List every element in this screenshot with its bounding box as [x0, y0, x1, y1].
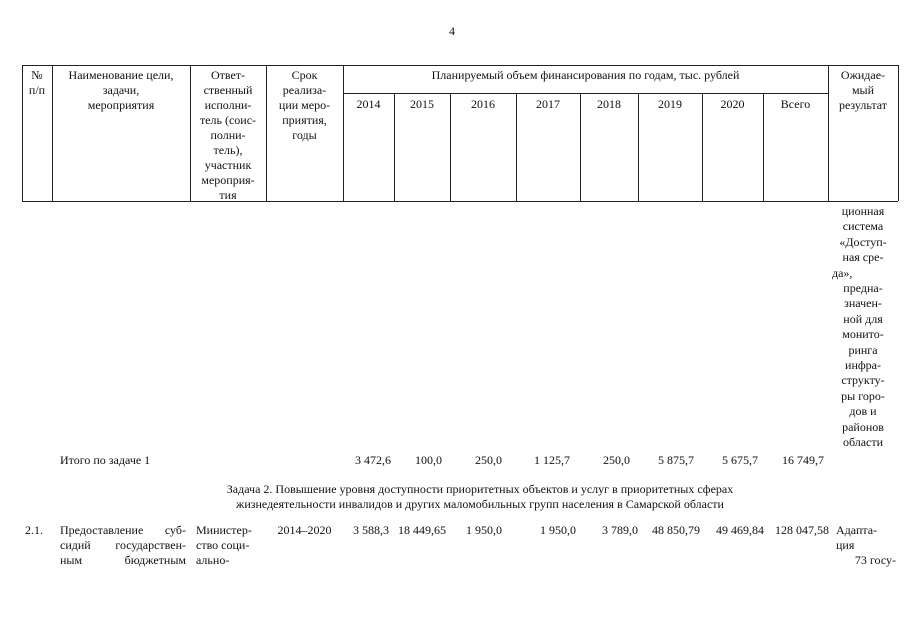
header-year: 2017 [536, 97, 560, 111]
total-task-1-label: Итого по задаче 1 [60, 453, 151, 467]
total-value-all: 16 749,7 [782, 453, 824, 467]
row-value-total: 128 047,58 [775, 523, 829, 537]
row-value: 48 850,79 [652, 523, 700, 537]
row-term: 2014–2020 [277, 523, 332, 537]
header-total: Всего [780, 97, 811, 111]
row-value: 3 588,3 [353, 523, 389, 537]
row-result: Адапта- ция 73 госу- [836, 523, 896, 567]
total-value: 3 472,6 [355, 453, 391, 467]
total-value: 250,0 [475, 453, 502, 467]
row-value: 49 469,84 [716, 523, 764, 537]
total-value: 100,0 [415, 453, 442, 467]
page-number: 4 [449, 24, 455, 38]
header-name: Наименование цели, задачи, мероприятия [68, 68, 174, 112]
header-year: 2019 [658, 97, 682, 111]
total-value: 5 875,7 [658, 453, 694, 467]
row-number: 2.1. [25, 523, 43, 537]
years-header-divider [343, 93, 828, 94]
header-executor: Ответ- ственный исполни- тель (соис- полни- тель), участник мероприя- тия [199, 68, 257, 202]
header-year: 2015 [410, 97, 434, 111]
header-year: 2020 [720, 97, 745, 111]
task-2-heading: Задача 2. Повышение уровня доступности приоритетных объектов и услуг в приоритетных сферах жизнедеятельности инвалидов и других маломобильных групп населения в Самарской области [226, 482, 734, 511]
result-continuation: ционная система «Доступ- ная сре- да», предна- значен- ной для монито- ринга инфра- структу- ры горо- дов и районов области [832, 204, 887, 450]
row-name: Предоставление суб- сидий государствен- ным бюджетным [60, 523, 186, 567]
row-executor: Министер- ство соци- ально- [196, 523, 252, 567]
total-value: 5 675,7 [722, 453, 758, 467]
col-border [343, 65, 344, 201]
row-value: 18 449,65 [398, 523, 446, 537]
total-value: 1 125,7 [534, 453, 570, 467]
table-top-border [22, 65, 898, 66]
header-bottom-border [22, 201, 898, 202]
header-financing: Планируемый объем финансирования по годам, тыс. рублей [431, 68, 740, 82]
header-year: 2018 [597, 97, 621, 111]
header-year: 2014 [356, 97, 381, 111]
total-value: 250,0 [603, 453, 630, 467]
row-value: 1 950,0 [466, 523, 502, 537]
header-term: Срок реализа- ции меро- приятия, годы [278, 68, 331, 142]
col-border [898, 65, 899, 201]
row-value: 3 789,0 [602, 523, 638, 537]
header-number: № п/п [28, 68, 46, 97]
row-value: 1 950,0 [540, 523, 576, 537]
header-year: 2016 [471, 97, 495, 111]
header-result: Ожидае- мый результат [838, 68, 888, 112]
